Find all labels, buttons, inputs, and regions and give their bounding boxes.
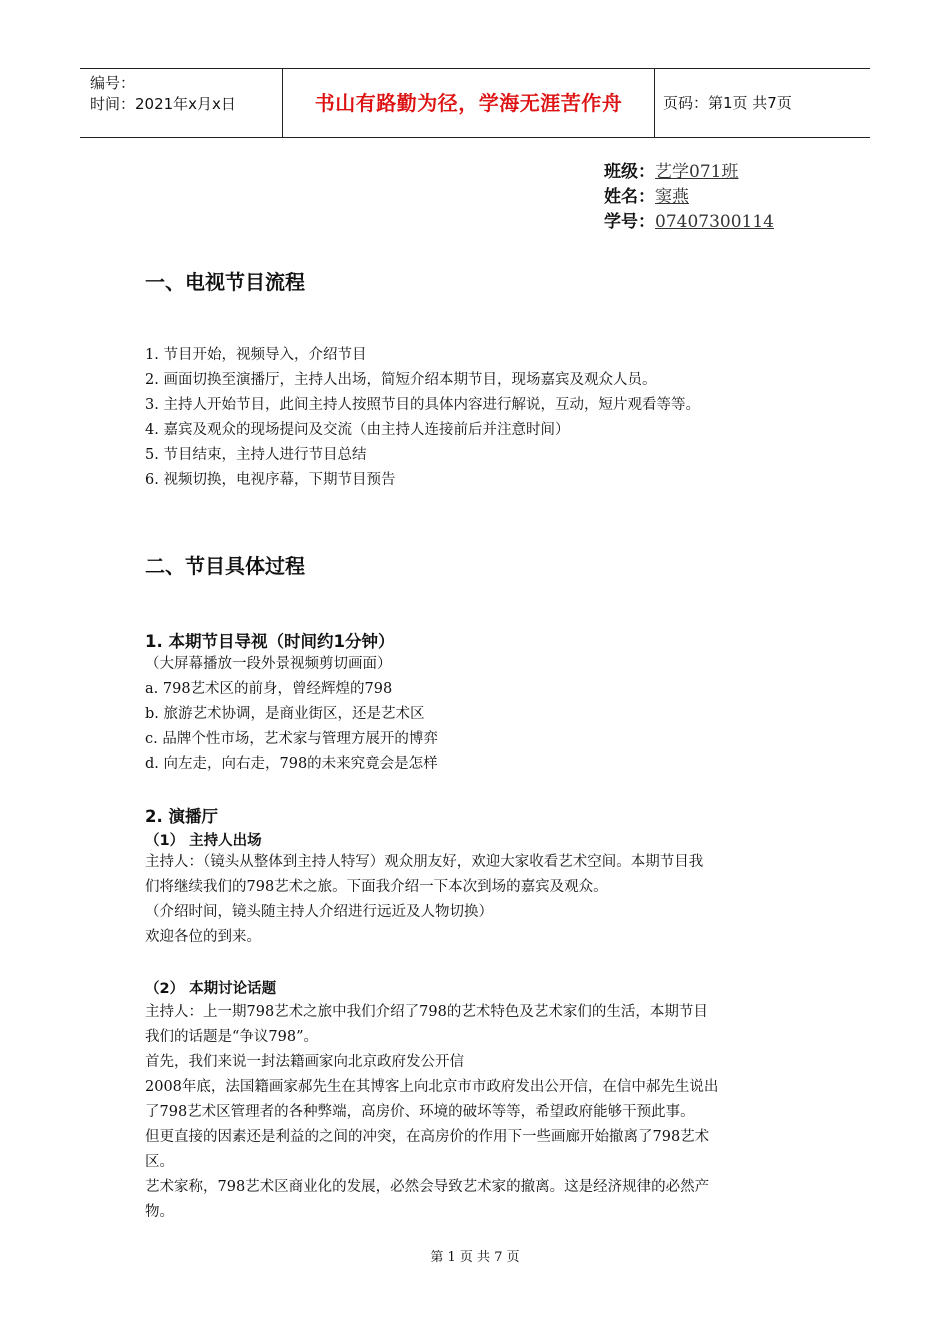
paragraph-line: （介绍时间，镜头随主持人介绍进行远近及人物切换） bbox=[145, 904, 493, 920]
paragraph-line: 艺术家称，798艺术区商业化的发展，必然会导致艺术家的撤离。这是经济规律的必然产 bbox=[145, 1179, 710, 1195]
section1-title: 一、电视节目流程 bbox=[145, 270, 305, 294]
part2-title: （2） 本期讨论话题 bbox=[145, 981, 277, 997]
document-header bbox=[80, 68, 870, 138]
list-item: d. 向左走，向右走，798的未来究竟会是怎样 bbox=[145, 756, 438, 772]
paragraph-line: 2008年底，法国籍画家郝先生在其博客上向北京市市政府发出公开信，在信中郝先生说出 bbox=[145, 1079, 719, 1095]
paragraph-line: 们将继续我们的798艺术之旅。下面我介绍一下本次到场的嘉宾及观众。 bbox=[145, 879, 608, 895]
sub1-title: 1. 本期节目导视（时间约1分钟） bbox=[145, 632, 395, 651]
paragraph-line: 主持人：上一期798艺术之旅中我们介绍了798的艺术特色及艺术家们的生活，本期节目 bbox=[145, 1004, 708, 1020]
paragraph-line: 我们的话题是“争议798”。 bbox=[145, 1029, 319, 1045]
list-item: 4. 嘉宾及观众的现场提问及交流（由主持人连接前后并注意时间） bbox=[145, 422, 570, 438]
list-item: b. 旅游艺术协调，是商业街区，还是艺术区 bbox=[145, 706, 425, 722]
class-label: 班级： bbox=[604, 162, 655, 182]
list-item: 2. 画面切换至演播厅，主持人出场，简短介绍本期节目，现场嘉宾及观众人员。 bbox=[145, 372, 657, 388]
paragraph-line: 主持人：（镜头从整体到主持人特写）观众朋友好，欢迎大家收看艺术空间。本期节目我 bbox=[145, 854, 704, 870]
list-item: 1. 节目开始，视频导入，介绍节目 bbox=[145, 347, 367, 363]
list-item: 6. 视频切换，电视序幕，下期节目预告 bbox=[145, 472, 396, 488]
page-footer: 第 1 页 共 7 页 bbox=[430, 1250, 520, 1265]
name-label: 姓名： bbox=[604, 187, 655, 207]
class-value: 艺学071班 bbox=[655, 162, 739, 182]
paragraph-line: 了798艺术区管理者的各种弊端，高房价、环境的破坏等等，希望政府能够干预此事。 bbox=[145, 1104, 695, 1120]
preview-note: （大屏幕播放一段外景视频剪切画面） bbox=[145, 656, 392, 672]
id-label: 学号： bbox=[604, 212, 655, 232]
list-item: c. 品牌个性市场，艺术家与管理方展开的博弈 bbox=[145, 731, 438, 747]
process-list bbox=[145, 343, 700, 493]
list-item: 3. 主持人开始节目，此间主持人按照节目的具体内容进行解说，互动，短片观看等等。 bbox=[145, 397, 700, 413]
section2-title: 二、节目具体过程 bbox=[145, 554, 305, 578]
part1-title: （1） 主持人出场 bbox=[145, 833, 262, 849]
part2-body bbox=[145, 1000, 810, 1225]
name-row bbox=[604, 185, 774, 210]
paragraph-line: 物。 bbox=[145, 1204, 174, 1220]
paragraph-line: 区。 bbox=[145, 1154, 174, 1170]
sub2-title: 2. 演播厅 bbox=[145, 807, 218, 826]
paragraph-line: 首先，我们来说一封法籍画家向北京政府发公开信 bbox=[145, 1054, 464, 1070]
paragraph-line: 但更直接的因素还是利益的之间的冲突，在高房价的作用下一些画廊开始撤离了798艺术 bbox=[145, 1129, 710, 1145]
list-item: a. 798艺术区的前身，曾经辉煌的798 bbox=[145, 681, 393, 697]
preview-list bbox=[145, 652, 438, 777]
paragraph-line: 欢迎各位的到来。 bbox=[145, 929, 261, 945]
number-label: 编号： bbox=[90, 74, 136, 92]
id-row bbox=[604, 210, 774, 235]
part1-body bbox=[145, 850, 810, 950]
id-value: 07407300114 bbox=[655, 212, 774, 232]
date-label: 时间：2021年x月x日 bbox=[90, 95, 236, 113]
name-value: 窦燕 bbox=[655, 187, 689, 207]
list-item: 5. 节目结束，主持人进行节目总结 bbox=[145, 447, 367, 463]
class-row bbox=[604, 160, 774, 185]
student-info bbox=[604, 160, 774, 235]
header-meta bbox=[80, 69, 282, 137]
motto: 书山有路勤为径，学海无涯苦作舟 bbox=[282, 69, 655, 137]
header-page-label: 页码：第1页 共7页 bbox=[663, 94, 792, 112]
